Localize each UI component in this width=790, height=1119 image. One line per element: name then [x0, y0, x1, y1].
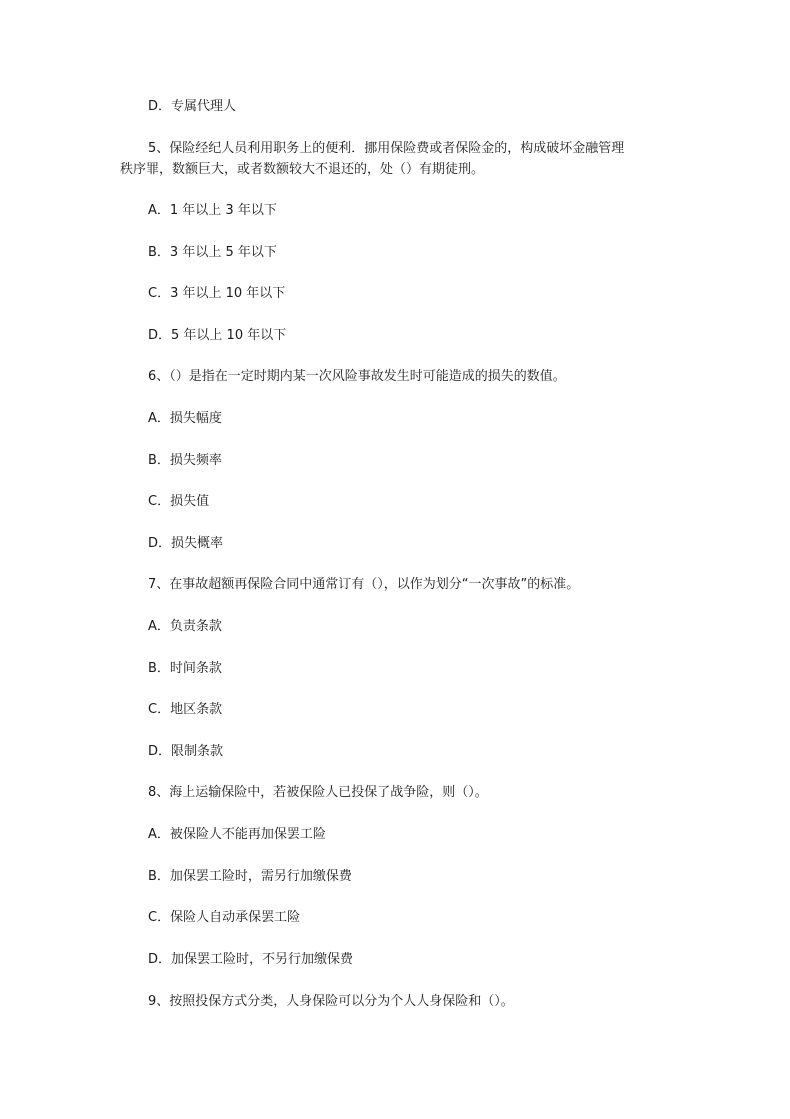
option-a-q7: A．负责条款: [148, 619, 222, 634]
option-a-q5: A．1 年以上 3 年以下: [148, 203, 277, 218]
option-d-q6: D．损失概率: [148, 536, 224, 551]
question-6: 6、（）是指在一定时期内某一次风险事故发生时可能造成的损失的数值。: [148, 369, 566, 384]
question-5-line-2: 秩序罪，数额巨大，或者数额较大不退还的，处（）有期徒刑。: [120, 162, 485, 177]
question-5-line-1: 5、保险经纪人员利用职务上的便利．挪用保险费或者保险金的，构成破坏金融管理: [148, 141, 625, 156]
option-c-q5: C．3 年以上 10 年以下: [148, 286, 286, 301]
option-b-q6: B．损失频率: [148, 453, 222, 468]
question-8: 8、海上运输保险中，若被保险人已投保了战争险，则（）。: [148, 785, 488, 800]
question-7: 7、在事故超额再保险合同中通常订有（），以作为划分“一次事故”的标准。: [148, 577, 580, 592]
option-d-q5: D．5 年以上 10 年以下: [148, 328, 287, 343]
option-c-q6: C．损失值: [148, 494, 210, 509]
option-b-q8: B．加保罢工险时，需另行加缴保费: [148, 869, 352, 884]
option-c-q7: C．地区条款: [148, 702, 223, 717]
option-d-q8: D．加保罢工险时，不另行加缴保费: [148, 952, 354, 967]
question-9: 9、按照投保方式分类，人身保险可以分为个人人身保险和（）。: [148, 994, 514, 1009]
option-c-q8: C．保险人自动承保罢工险: [148, 910, 301, 925]
option-d-q7: D．限制条款: [148, 744, 224, 759]
option-a-q8: A．被保险人不能再加保罢工险: [148, 827, 326, 842]
option-b-q7: B．时间条款: [148, 661, 222, 676]
option-d-q4: D．专属代理人: [148, 99, 237, 114]
option-b-q5: B．3 年以上 5 年以下: [148, 245, 277, 260]
option-a-q6: A．损失幅度: [148, 411, 222, 426]
